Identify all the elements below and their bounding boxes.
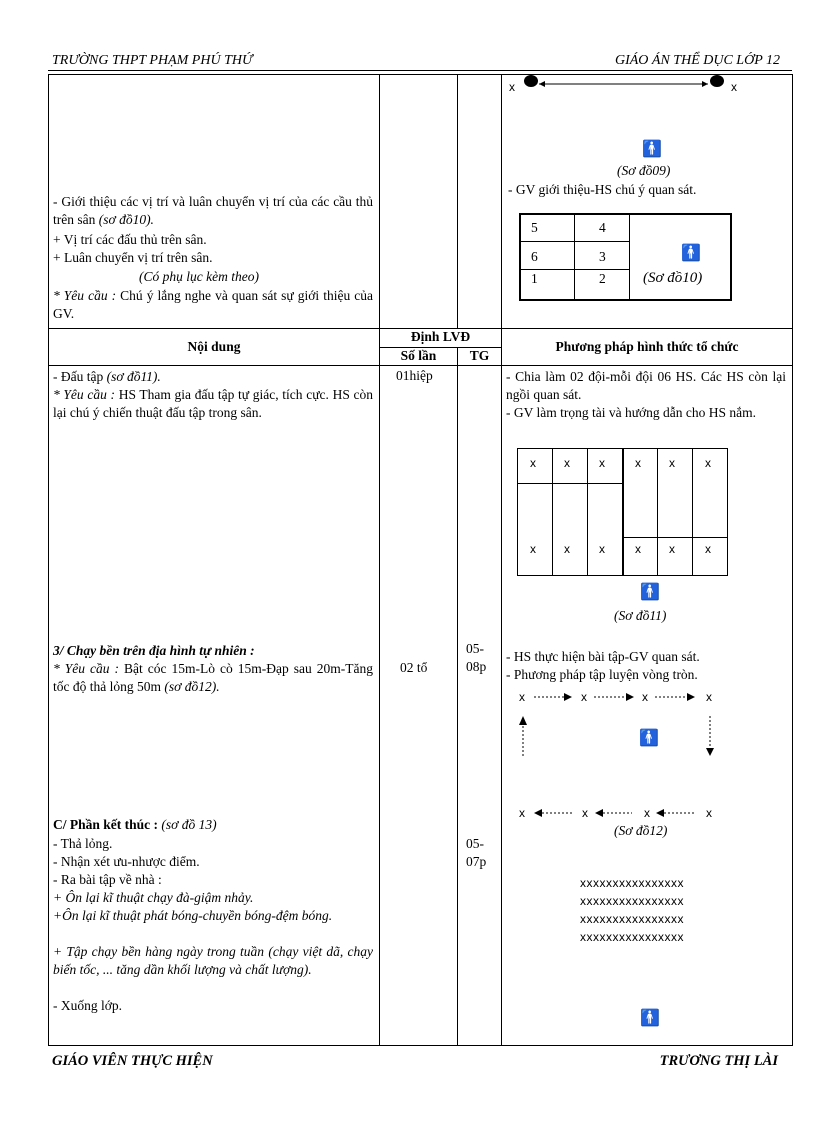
d11-x5: x <box>669 456 675 470</box>
pos-6: 6 <box>531 249 538 264</box>
run-req-text: Bật cóc 15m-Lò cò 15m-Đạp sau 20m-Tăng tốc độ thả lỏng 50m <box>53 661 373 694</box>
player-right: x <box>731 80 737 94</box>
header-dose: Định LVĐ <box>380 329 502 348</box>
d11-x10: x <box>635 542 641 556</box>
lesson-table <box>48 74 793 1046</box>
end-ref: (sơ đồ 13) <box>161 817 217 832</box>
formation-row-1: xxxxxxxxxxxxxxxx <box>580 876 684 890</box>
pos-3: 3 <box>599 249 606 264</box>
end-item-1: - Thả lỏng. <box>53 836 113 851</box>
drill-title: - Đấu tập <box>53 369 107 384</box>
intro-ref: (sơ đồ10). <box>98 211 154 227</box>
ball-right <box>710 75 724 87</box>
teacher-icon-09: 🚹 <box>642 141 662 158</box>
end-item-6: + Tập chạy bền hàng ngày trong tuần (chạy việt dã, chạy biến tốc, ... tăng dần khối lượng và chất lượng). <box>53 944 373 977</box>
appendix-note: (Có phụ lục kèm theo) <box>139 269 259 284</box>
drill-method: - Chia làm 02 đội-mỗi đội 06 HS. Các HS còn lại ngồi quan sát. <box>506 369 786 402</box>
diagram11-caption: (Sơ đồ11) <box>614 608 667 623</box>
top-method-cell <box>502 75 793 329</box>
end-item-2: - Nhận xét ưu-nhược điểm. <box>53 854 200 869</box>
drill-count: 01hiệp <box>396 368 433 383</box>
header-rule <box>48 70 792 71</box>
run-req-ref: (sơ đồ12). <box>164 678 220 694</box>
requirement-label: * Yêu cầu : <box>53 288 117 303</box>
diagram11-court <box>517 448 728 576</box>
diagram09-caption: (Sơ đồ09) <box>617 163 671 178</box>
body-time-cell <box>458 366 502 1046</box>
rotation-line: + Luân chuyển vị trí trên sân. <box>53 250 213 265</box>
top-dose-cell <box>380 75 502 329</box>
school-name: TRƯỜNG THPT PHẠM PHÚ THỨ <box>52 53 253 68</box>
diagram10-court <box>519 213 732 301</box>
teacher-icon-10: 🚹 <box>681 245 701 262</box>
d11-x11: x <box>669 542 675 556</box>
diagram10-caption: (Sơ đồ10) <box>643 270 703 286</box>
header-method: Phương pháp hình thức tổ chức <box>502 329 793 366</box>
drill-req-label: * Yêu cầu : <box>53 387 116 402</box>
run-title: 3/ Chạy bền trên địa hình tự nhiên : <box>53 643 255 658</box>
ball-left <box>524 75 538 87</box>
requirement-text: Chú ý lắng nghe và quan sát sự giới thiệu của GV. <box>53 288 373 321</box>
arrow-right <box>702 81 708 87</box>
end-title: C/ Phần kết thúc : <box>53 817 162 832</box>
body-content-cell <box>49 366 380 1046</box>
header-reps: Số lần <box>380 348 458 366</box>
run-count: 02 tổ <box>400 660 428 675</box>
pos-5: 5 <box>531 220 538 235</box>
teacher-icon-12: 🚹 <box>639 730 659 747</box>
player-left: x <box>509 80 515 94</box>
d11-x3: x <box>599 456 605 470</box>
pos-1: 1 <box>531 271 538 286</box>
teacher-icon-13: 🚹 <box>640 1010 660 1027</box>
top-content-cell <box>49 75 380 329</box>
end-item-7: - Xuống lớp. <box>53 998 123 1013</box>
d12-bot-x1: x <box>519 806 525 820</box>
diagram09-note: - GV giới thiệu-HS chú ý quan sát. <box>508 182 697 197</box>
d12-top-x4: x <box>706 690 712 704</box>
d11-x2: x <box>564 456 570 470</box>
body-reps-cell <box>380 366 458 1046</box>
run-method-2: - Phương pháp tập luyện vòng tròn. <box>506 667 698 682</box>
arrow-left <box>539 81 545 87</box>
run-req-label: * Yêu cầu : <box>53 661 120 676</box>
end-item-4: + Ôn lại kĩ thuật chạy đà-giậm nhảy. <box>53 890 254 905</box>
formation-row-3: xxxxxxxxxxxxxxxx <box>580 912 684 926</box>
d11-x8: x <box>564 542 570 556</box>
formation-row-2: xxxxxxxxxxxxxxxx <box>580 894 684 908</box>
run-time: 05-08p <box>466 641 487 674</box>
body-method-cell <box>502 366 793 1046</box>
end-item-5: +Ôn lại kĩ thuật phát bóng-chuyền bóng-đệm bóng. <box>53 908 333 923</box>
footer-left: GIÁO VIÊN THỰC HIỆN <box>52 1053 213 1069</box>
end-item-3: - Ra bài tập về nhà : <box>53 872 162 887</box>
d12-bot-x3: x <box>644 806 650 820</box>
drill-req-text: HS Tham gia đấu tập tự giác, tích cực. HS còn lại chú ý chiến thuật đấu tập trong sân. <box>53 387 373 420</box>
diagram12-caption: (Sơ đồ12) <box>614 823 668 838</box>
d11-x12: x <box>705 542 711 556</box>
d12-top-x3: x <box>642 690 648 704</box>
pos-2: 2 <box>599 271 606 286</box>
formation-row-4: xxxxxxxxxxxxxxxx <box>580 930 684 944</box>
d12-top-x2: x <box>581 690 587 704</box>
d11-x1: x <box>530 456 536 470</box>
diagram09-lines <box>502 75 793 175</box>
d12-top-x1: x <box>519 690 525 704</box>
d12-bot-x2: x <box>582 806 588 820</box>
pos-4: 4 <box>599 220 606 235</box>
drill-ref: (sơ đồ11). <box>106 369 161 384</box>
position-line: + Vị trí các đấu thủ trên sân. <box>53 232 207 247</box>
intro-line: - Giới thiệu các vị trí và luân chuyển vị trí của các cầu thủ trên sân <box>53 194 373 227</box>
teacher-icon-11: 🚹 <box>640 584 660 601</box>
footer-right: TRƯƠNG THỊ LÀI <box>659 1053 778 1069</box>
d11-x6: x <box>705 456 711 470</box>
d12-bot-x4: x <box>706 806 712 820</box>
subject-title: GIÁO ÁN THỂ DỤC LỚP 12 <box>614 53 780 68</box>
d11-x9: x <box>599 542 605 556</box>
d11-x7: x <box>530 542 536 556</box>
header-content: Nội dung <box>49 329 380 366</box>
drill-method-2: - GV làm trọng tài và hướng dẫn cho HS nắm. <box>506 405 757 420</box>
d11-x4: x <box>635 456 641 470</box>
header-time: TG <box>458 348 502 366</box>
end-time: 05-07p <box>466 836 487 869</box>
run-method: - HS thực hiện bài tập-GV quan sát. <box>506 649 700 664</box>
